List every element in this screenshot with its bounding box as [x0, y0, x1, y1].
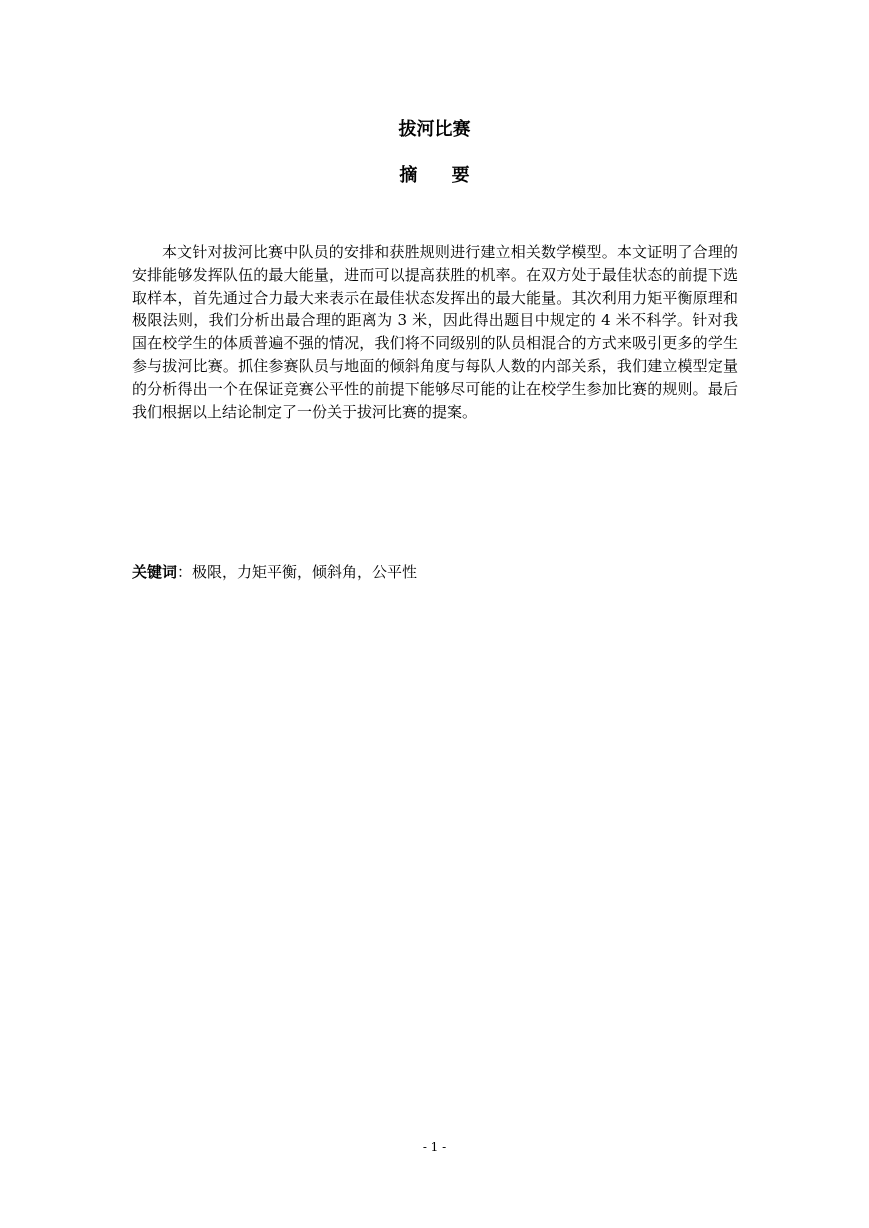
paper-title: 拔河比赛 [398, 119, 471, 140]
keywords-text: 极限，力矩平衡，倾斜角，公平性 [192, 563, 418, 581]
keywords-separator: ： [177, 563, 193, 581]
page-number: - 1 - [422, 1140, 447, 1154]
keywords-line [132, 561, 417, 583]
keywords-label: 关键词 [132, 563, 178, 581]
abstract-paragraph: 本文针对拔河比赛中队员的安排和获胜规则进行建立相关数学模型。本文证明了合理的安排能够发挥队伍的最大能量，进而可以提高获胜的机率。在双方处于最佳状态的前提下选取样本，首先通过合力最大来表示在最佳状态发挥出的最大能量。其次利用力矩平衡原理和极限法则，我们分析出最合理的距离为 3 米，因此得出题目中规定的 4 米不科学。针对我国在校学生的体质普遍不强的情况，我们将不同级别的队员相混合的方式来吸引更多的学生参与拔河比赛。抓住参赛队员与地面的倾斜角度与每队人数的内部关系，我们建立模型定量的分析得出一个在保证竞赛公平性的前提下能够尽可能的让在校学生参加比赛的规则。最后我们根据以上结论制定了一份关于拔河比赛的提案。 [132, 243, 738, 421]
abstract-heading: 摘 要 [399, 165, 484, 186]
